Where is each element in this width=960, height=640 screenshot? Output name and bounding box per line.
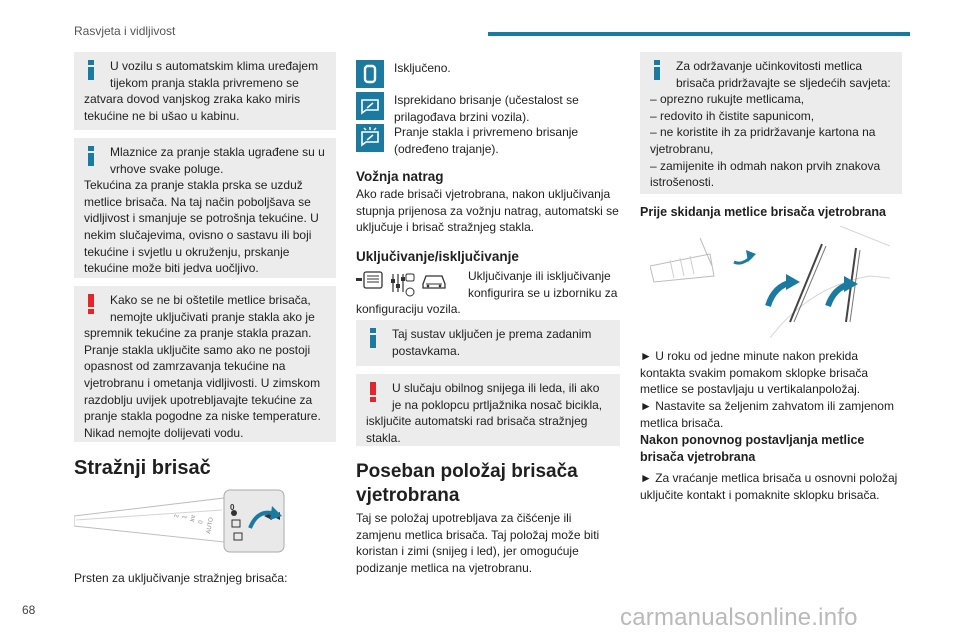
info-note-climate xyxy=(74,52,336,130)
onoff-text-rest: konfiguraciju vozila. xyxy=(356,302,461,316)
warning-text: isključite automatski rad brisača stražnjeg stakla. xyxy=(366,414,588,445)
step-replace-blades: ► Nastavite sa željenim zahvatom ili zamjenom metlica brisača. xyxy=(640,399,894,430)
stalk-label-auto: AUTO xyxy=(206,516,215,535)
step-vertical-position: ► U roku od jedne minute nakon prekida kontakta svakim pomakom sklopke brisača metlice se postavljaju u vertikalanpoložaj. xyxy=(640,349,869,397)
caption-rear-ring: Prsten za uključivanje stražnjeg brisača: xyxy=(74,571,288,585)
wiper-blades-illustration xyxy=(650,226,890,338)
warning-note-snow xyxy=(356,374,620,446)
section-title-reverse: Vožnja natrag xyxy=(356,169,444,184)
list-item: – zamijenite ih odmah nakon prvih znakova istrošenosti. xyxy=(650,158,881,190)
stalk-label-0: 0 xyxy=(198,520,205,525)
warning-marker-icon xyxy=(88,294,94,313)
settings-sliders-icon xyxy=(388,270,416,298)
list-item: – redovito ih čistite sapunicom, xyxy=(650,108,815,123)
subtitle-before-removal: Prije skidanja metlice brisača vjetrobrana xyxy=(640,205,886,219)
svg-text:0: 0 xyxy=(230,503,235,512)
list-item: – oprezno rukujte metlicama, xyxy=(650,92,805,107)
rear-wiper-stalk-illustration xyxy=(74,486,294,556)
config-icons xyxy=(356,270,448,298)
info-marker-icon xyxy=(370,328,376,347)
menu-screen-icon xyxy=(356,270,384,292)
info-marker-icon xyxy=(654,60,660,79)
note-text: Tekućina za pranje stakla prska se uzduž metlice brisača. Na taj način poboljšava se vidljivost i smanjuje se potrošnja tekućine. U nekim slučajevima, ovisno o sastavu ili boji tekućine i svjetlu u okruženju, prskanje tekućine može biti jedva uočljivo. xyxy=(84,178,319,276)
section-title-special-position: Poseban položaj brisača vjetrobrana xyxy=(356,461,578,506)
step-return-position: ► Za vraćanje metlica brisača u osnovni položaj uključite kontakt i pomaknite sklopku brisača. xyxy=(640,471,898,502)
info-note-jets xyxy=(74,138,336,278)
watermark: carmanualsonline.info xyxy=(620,604,858,631)
info-note-maintenance xyxy=(640,52,902,194)
rear-wiper-wash-icon xyxy=(356,124,384,152)
section-title-rear-wiper: Stražnji brisač xyxy=(74,457,211,479)
note-text: U vozilu s automatskim klima uređajem tijekom pranja stakla privremeno se xyxy=(110,59,319,90)
running-header: Rasvjeta i vidljivost xyxy=(74,24,176,38)
section-title-onoff: Uključivanje/isključivanje xyxy=(356,249,519,264)
page-number: 68 xyxy=(22,603,36,617)
mode-intermittent-text: Isprekidano brisanje (učestalost se prilagođava brzini vozila). xyxy=(394,93,579,124)
note-text: zatvara dovod vanjskog zraka kako miris tekućine ne bi ušao u kabinu. xyxy=(84,92,301,123)
info-note-default xyxy=(356,320,620,366)
stalk-label-2: 2 xyxy=(174,514,181,519)
note-text: Taj sustav uključen je prema zadanim postavkama. xyxy=(392,327,592,358)
onoff-text-first: Uključivanje ili isključivanje konfigurira se u izborniku za xyxy=(468,269,618,300)
rear-wiper-off-icon xyxy=(356,60,384,88)
note-text: Mlaznice za pranje stakla ugrađene su u vrhove svake poluge. xyxy=(110,145,325,176)
warning-text: Kako se ne bi oštetile metlice brisača, nemojte uključivati pranje stakla ako je xyxy=(110,293,315,324)
stalk-label-1: 1 xyxy=(182,515,189,520)
list-item: – ne koristite ih za pridržavanje kartona na vjetrobranu, xyxy=(650,125,876,156)
stalk-label-int: Int xyxy=(190,514,198,523)
warning-text: spremnik tekućine za pranje stakla prazan. Pranje stakla uključite samo ako ne postoji opasnost od zamrzavanja tekućine na vjetrobranu i ometanja vidljivosti. U zimskom razdoblju uvijek upotrebljavajte tekućine za pranje stakla pogodne za niske temperature. Nikad nemojte dolijevati vodu. xyxy=(84,326,321,440)
special-position-text: Taj se položaj upotrebljava za čišćenje ili zamjenu metlica brisača. Taj položaj može biti koristan i zimi (snijeg i led), jer omogućuje podizanje metlica na vjetrobranu. xyxy=(356,511,600,575)
rear-wiper-intermittent-icon xyxy=(356,92,384,120)
mode-off-text: Isključeno. xyxy=(394,61,451,75)
mode-wash-text: Pranje stakla i privremeno brisanje (određeno trajanje). xyxy=(394,125,579,156)
vehicle-icon xyxy=(420,270,448,292)
warning-text: U slučaju obilnog snijega ili leda, ili ako je na poklopcu prtljažnika nosač bicikla, xyxy=(392,381,603,412)
warning-marker-icon xyxy=(370,382,376,401)
info-marker-icon xyxy=(88,60,94,79)
warning-note-washer xyxy=(74,286,336,442)
reverse-text: Ako rade brisači vjetrobrana, nakon uključivanja stupnja prijenosa za vožnju natrag, automatski se uključuje i brisač stražnjeg stakla. xyxy=(356,187,619,235)
info-marker-icon xyxy=(88,146,94,165)
subtitle-after-refit: Nakon ponovnog postavljanja metlice brisača vjetrobrana xyxy=(640,433,865,464)
header-accent-bar xyxy=(488,32,910,36)
note-text: Za održavanje učinkovitosti metlica brisača pridržavajte se sljedećih savjeta: xyxy=(676,59,891,90)
